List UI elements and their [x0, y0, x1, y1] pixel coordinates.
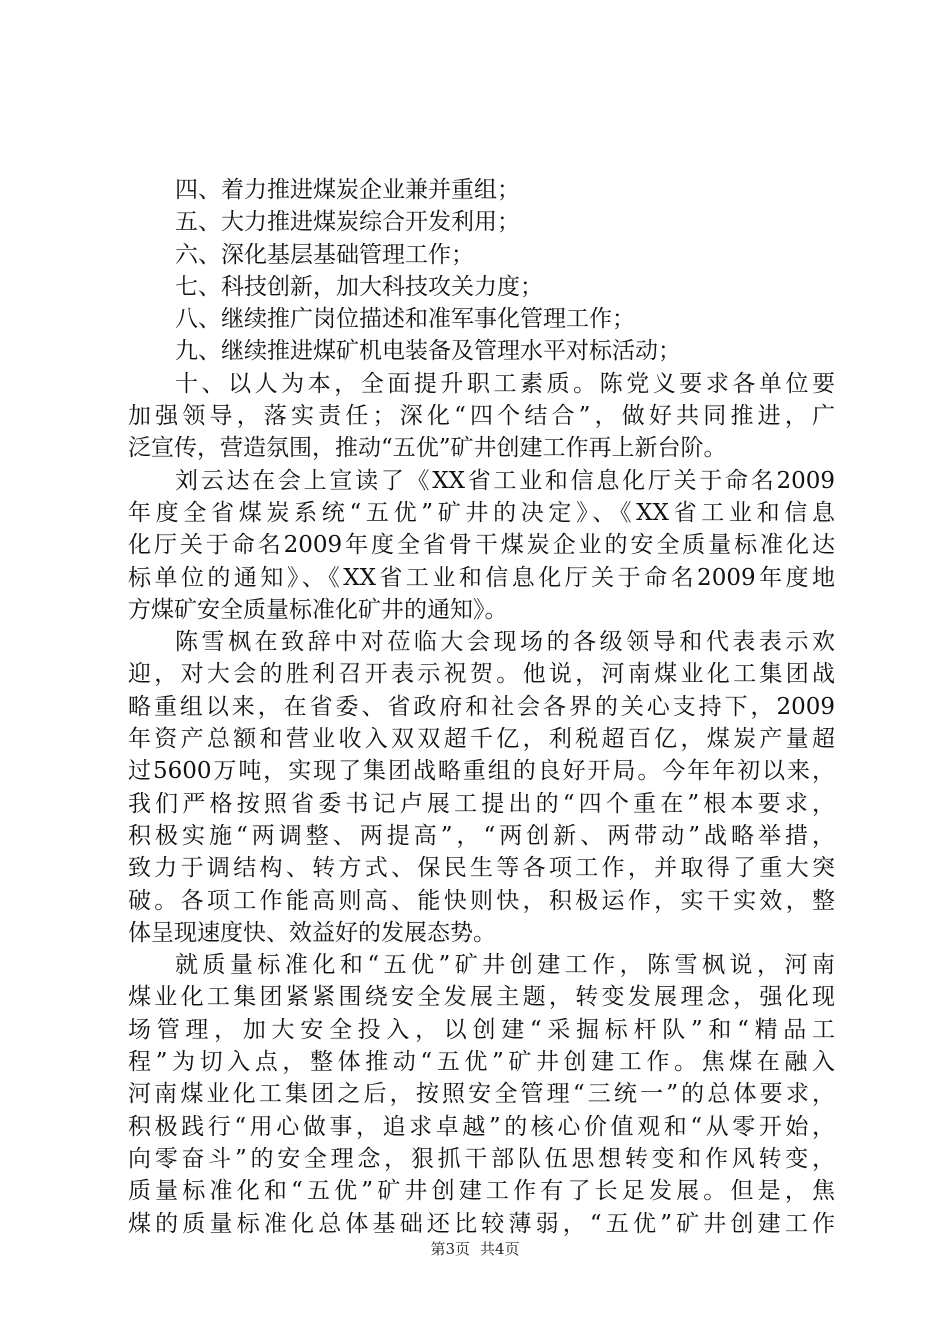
text-line: 化厅关于命名2009年度全省骨干煤炭企业的安全质量标准化达 [128, 532, 835, 559]
text-line: 河南煤业化工集团之后，按照安全管理“三统一”的总体要求， [128, 1081, 835, 1108]
page-footer [0, 1239, 950, 1259]
text-line: 质量标准化和“五优”矿井创建工作有了长足发展。但是，焦 [128, 1178, 835, 1205]
text-line: 向零奋斗”的安全理念，狠抓干部队伍思想转变和作风转变， [128, 1145, 835, 1172]
text-line: 方煤矿安全质量标准化矿井的通知》。 [128, 596, 508, 623]
text-line: 积极实施“两调整、两提高”，“两创新、两带动”战略举措， [128, 822, 835, 849]
text-line: 五、大力推进煤炭综合开发利用； [175, 209, 520, 236]
document-body [128, 174, 835, 1240]
text-line: 积极践行“用心做事，追求卓越”的核心价值观和“从零开始， [128, 1113, 835, 1140]
text-line: 破。各项工作能高则高、能快则快，积极运作，实干实效，整 [128, 887, 835, 914]
text-line: 就质量标准化和“五优”矿井创建工作，陈雪枫说，河南 [175, 952, 835, 979]
text-line: 程”为切入点，整体推动“五优”矿井创建工作。焦煤在融入 [128, 1049, 835, 1076]
text-line: 过5600万吨，实现了集团战略重组的良好开局。今年年初以来， [128, 758, 835, 785]
text-line: 煤的质量标准化总体基础还比较薄弱，“五优”矿井创建工作 [128, 1210, 835, 1237]
text-line: 四、着力推进煤炭企业兼并重组； [175, 177, 520, 203]
text-line: 泛宣传，营造氛围，推动“五优”矿井创建工作再上新台阶。 [128, 435, 727, 462]
text-line: 致力于调结构、转方式、保民生等各项工作，并取得了重大突 [128, 855, 835, 882]
text-line: 九、继续推进煤矿机电装备及管理水平对标活动； [175, 338, 681, 365]
text-line: 陈雪枫在致辞中对莅临大会现场的各级领导和代表表示欢 [175, 629, 835, 656]
text-line: 六、深化基层基础管理工作； [175, 241, 474, 268]
text-line: 略重组以来，在省委、省政府和社会各界的关心支持下，2009 [128, 693, 835, 720]
text-line: 加强领导，落实责任；深化“四个结合”，做好共同推进，广 [128, 403, 835, 430]
text-line: 体呈现速度快、效益好的发展态势。 [128, 919, 496, 946]
text-line: 煤业化工集团紧紧围绕安全发展主题，转变发展理念，强化现 [128, 984, 835, 1011]
text-line: 八、继续推广岗位描述和准军事化管理工作； [175, 306, 635, 333]
page-total: 共4页 [480, 1240, 520, 1258]
page-number: 第3页 [430, 1240, 470, 1258]
text-line: 标单位的通知》、《XX省工业和信息化厅关于命名2009年度地 [128, 564, 835, 591]
text-line: 年度全省煤炭系统“五优”矿井的决定》、《XX省工业和信息 [128, 499, 835, 526]
text-line: 十、以人为本，全面提升职工素质。陈党义要求各单位要 [175, 370, 835, 397]
text-line: 场管理，加大安全投入，以创建“采掘标杆队”和“精品工 [128, 1016, 835, 1043]
text-line: 迎，对大会的胜利召开表示祝贺。他说，河南煤业化工集团战 [128, 661, 835, 688]
text-line: 年资产总额和营业收入双双超千亿，利税超百亿，煤炭产量超 [128, 726, 835, 753]
text-line: 刘云达在会上宣读了《XX省工业和信息化厅关于命名2009 [175, 467, 835, 494]
text-line: 我们严格按照省委书记卢展工提出的“四个重在”根本要求， [128, 790, 835, 817]
text-line: 七、科技创新，加大科技攻关力度； [175, 273, 543, 300]
